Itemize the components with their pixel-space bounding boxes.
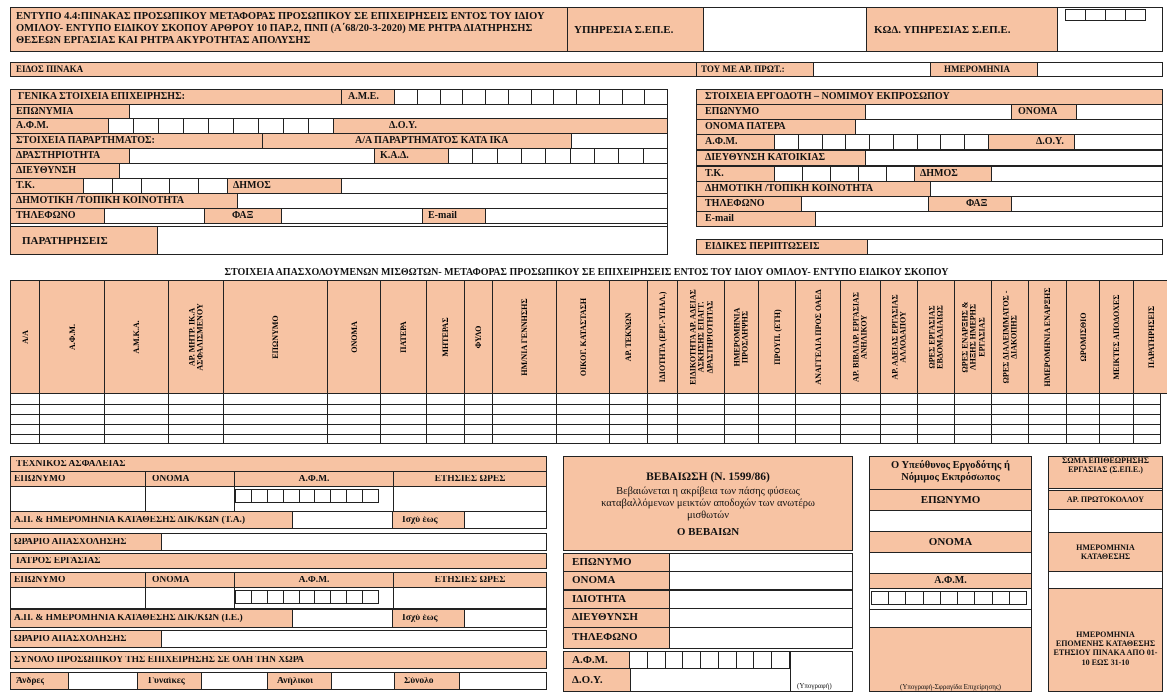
column-header-label: ΗΜΕΡΟΜΗΝΙΑ ΠΡΟΣΛΗΨΗΣ — [732, 307, 750, 367]
table-column-divider — [380, 394, 381, 443]
cert-phone-input[interactable] — [669, 627, 853, 649]
doctor-schedule-input[interactable] — [161, 630, 547, 648]
email-label: E-mail — [428, 211, 457, 221]
column-header — [991, 280, 1029, 394]
column-header-label: ΜΗΤΕΡΑΣ — [440, 317, 450, 357]
table-column-divider — [954, 394, 955, 443]
special-cases-label: ΕΙΔΙΚΕΣ ΠΕΡΙΠΤΩΣΕΙΣ — [705, 242, 820, 252]
employer-phone-label: ΤΗΛΕΦΩΝΟ — [705, 199, 765, 209]
column-header-label: Α.Φ.Μ. — [67, 324, 77, 350]
company-title: ΓΕΝΙΚΑ ΣΤΟΙΧΕΙΑ ΕΠΙΧΕΙΡΗΣΗΣ: — [18, 92, 185, 102]
column-header-label: Α.Μ.Κ.Α. — [131, 320, 141, 354]
column-header — [1028, 280, 1067, 394]
inspection-protocol-label: ΑΡ. ΠΡΩΤΟΚΟΛΛΟΥ — [1066, 496, 1145, 504]
employer-title: ΣΤΟΙΧΕΙΑ ΕΡΓΟΔΟΤΗ – ΝΟΜΙΜΟΥ ΕΚΠΡΟΣΩΠΟΥ — [705, 92, 950, 102]
column-header — [10, 280, 40, 394]
responsible-name-input[interactable] — [869, 552, 1032, 574]
employer-name-label: ΟΝΟΜΑ — [1018, 107, 1058, 117]
column-header-label: ΩΡΕΣ ΔΙΑΛΕΙΜΜΑΤΟΣ - ΔΙΑΚΟΠΗΣ — [1001, 290, 1019, 384]
column-header — [1066, 280, 1100, 394]
inspection-submission-input[interactable] — [1048, 571, 1163, 589]
employer-surname-label: ΕΠΩΝΥΜΟ — [705, 107, 760, 117]
address-label: ΔΙΕΥΘΥΝΣΗ — [16, 166, 76, 176]
date-label: ΗΜΕΡΟΜΗΝΙΑ — [944, 65, 1010, 74]
employer-email-input[interactable] — [815, 211, 1163, 227]
cert-surname-label: ΕΠΩΝΥΜΟ — [572, 557, 632, 568]
table-column-divider — [556, 394, 557, 443]
branch-no-input[interactable] — [571, 133, 668, 149]
men-label: Άνδρες — [16, 677, 45, 686]
table-column-divider — [327, 394, 328, 443]
total-label: Σύνολο — [404, 677, 434, 686]
table-column-divider — [39, 394, 40, 443]
doctor-name-input[interactable] — [145, 587, 235, 609]
father-name-label: ΟΝΟΜΑ ΠΑΤΕΡΑ — [705, 122, 786, 132]
column-header — [1099, 280, 1134, 394]
tech-name-input[interactable] — [145, 486, 235, 512]
doctor-afm-cells[interactable] — [236, 590, 379, 604]
table-column-divider — [464, 394, 465, 443]
column-header-label: ΩΡΟΜΙΣΘΙΟ — [1078, 312, 1088, 362]
column-header — [724, 280, 759, 394]
company-doy-label: Δ.Ο.Υ. — [389, 121, 417, 131]
column-header — [795, 280, 841, 394]
special-cases-input[interactable] — [867, 239, 1163, 255]
tech-surname-input[interactable] — [10, 486, 146, 512]
tech-schedule-label: ΩΡΑΡΙΟ ΑΠΑΣΧΟΛΗΣΗΣ — [14, 538, 127, 547]
date-input[interactable] — [1037, 62, 1163, 77]
total-staff-label: ΣΥΝΟΛΟ ΠΡΟΣΩΠΙΚΟΥ ΤΗΣ ΕΠΙΧΕΙΡΗΣΗΣ ΣΕ ΟΛΗ ΤΗΝ ΧΩΡΑ — [14, 656, 305, 665]
men-input[interactable] — [68, 672, 138, 690]
minors-input[interactable] — [331, 672, 395, 690]
community-label: ΔΗΜΟΤΙΚΗ /ΤΟΠΙΚΗ ΚΟΙΝΟΤΗΤΑ — [16, 196, 185, 206]
column-header — [677, 280, 725, 394]
sepe-service-label: ΥΠΗΡΕΣΙΑ Σ.ΕΠ.Ε. — [574, 25, 674, 36]
table-column-divider — [104, 394, 105, 443]
ame-label: Α.Μ.Ε. — [348, 92, 379, 102]
employees-table-header — [10, 280, 1161, 394]
column-header-label: ΗΜΕΡΟΜΗΝΙΑ ΕΝΑΡΞΗΣ — [1042, 287, 1052, 387]
employer-phone-input[interactable] — [801, 196, 929, 212]
table-column-divider — [758, 394, 759, 443]
sepe-code-cells[interactable] — [1066, 9, 1146, 21]
tech-surname-label: ΕΠΩΝΥΜΟ — [14, 475, 66, 484]
column-header-label: ΩΡΕΣ ΕΝΑΡΞΗΣ & ΛΗΞΗΣ ΗΜΕΡΗΣ ΕΡΓΑΣΙΑΣ — [959, 301, 986, 373]
employer-email-label: E-mail — [705, 214, 734, 224]
tech-afm-label: Α.Φ.Μ. — [298, 475, 330, 484]
column-header — [880, 280, 918, 394]
tk-cells[interactable] — [84, 178, 228, 194]
column-header — [647, 280, 678, 394]
table-row-divider — [11, 404, 1160, 405]
column-header — [492, 280, 557, 394]
table-column-divider — [840, 394, 841, 443]
sepe-code-label: ΚΩΔ. ΥΠΗΡΕΣΙΑΣ Σ.ΕΠ.Ε. — [874, 25, 1011, 36]
form-title: ΕΝΤΥΠΟ 4.4:ΠΙΝΑΚΑΣ ΠΡΟΣΩΠΙΚΟΥ ΜΕΤΑΦΟΡΑΣ ΠΡΟΣΩΠΙΚΟΥ ΣΕ ΕΠΙΧΕΙΡΗΣΕΙΣ ΕΝΤΟΣ ΤΟΥ ΙΔΙΟΥ ΟΜΙΛΟΥ- ΕΝΤΥΠΟ ΕΙΔΙΚΟΥ ΣΚΟΠΟΥ ΑΡΘΡΟΥ 10 ΠΑΡ.2, ΠΝΠ (Α΄68/20-3-2020) ΜΕ ΡΗΤΡΑ ΔΙΑΤΗΡΗΣΗΣ ΘΕΣΕΩΝ ΕΡΓΑΣΙΑΣ ΚΑΙ ΡΗΤΡΑ ΑΚΥΡΟΤΗΤΑΣ ΑΠΟΛΥΣΗΣ — [16, 11, 545, 47]
women-label: Γυναίκες — [148, 677, 185, 686]
tech-valid-input[interactable] — [464, 511, 547, 529]
column-header — [104, 280, 169, 394]
employer-surname-input[interactable] — [865, 104, 1012, 120]
doctor-surname-label: ΕΠΩΝΥΜΟ — [14, 576, 66, 585]
certifier-label: Ο ΒΕΒΑΙΩΝ — [676, 527, 740, 538]
employer-municipality-label: ΔΗΜΟΣ — [920, 169, 958, 179]
company-afm-label: Α.Φ.Μ. — [16, 121, 49, 131]
responsible-spacer[interactable] — [869, 609, 1032, 628]
minors-label: Ανήλικοι — [277, 677, 314, 686]
table-column-divider — [724, 394, 725, 443]
column-header-label: ΑΡ. ΤΕΚΝΩΝ — [623, 312, 633, 362]
municipality-label: ΔΗΜΟΣ — [233, 181, 271, 191]
doctor-schedule-label: ΩΡΑΡΙΟ ΑΠΑΣΧΟΛΗΣΗΣ — [14, 635, 127, 644]
cert-address-input[interactable] — [669, 608, 853, 628]
column-header-label: ΠΡΟΥΠ. (ΕΤΗ) — [772, 309, 782, 365]
table-column-divider — [426, 394, 427, 443]
table-column-divider — [1133, 394, 1134, 443]
column-header-label: Α/Α — [20, 330, 30, 344]
residence-label: ΔΙΕΥΘΥΝΣΗ ΚΑΤΟΙΚΙΑΣ — [705, 153, 826, 163]
column-header-label: ΟΙΚΟΓ. ΚΑΤΑΣΤΑΣΗ — [578, 297, 588, 377]
activity-input[interactable] — [129, 148, 375, 164]
municipality-input[interactable] — [341, 178, 668, 194]
tech-afm-cells[interactable] — [236, 489, 379, 503]
cert-doy-label: Δ.Ο.Υ. — [572, 675, 603, 686]
table-column-divider — [795, 394, 796, 443]
doctor-valid-input[interactable] — [464, 609, 547, 628]
doctor-hours-input[interactable] — [393, 587, 547, 609]
responsible-title: Ο Υπεύθυνος Εργοδότης ή Νόμιμος Εκπρόσωπος — [891, 460, 1010, 484]
table-column-divider — [223, 394, 224, 443]
doctor-afm-label: Α.Φ.Μ. — [298, 576, 330, 585]
company-afm-cells[interactable] — [109, 118, 334, 134]
column-header — [1133, 280, 1167, 394]
table-column-divider — [991, 394, 992, 443]
doctor-name-label: ΟΝΟΜΑ — [152, 576, 190, 585]
responsible-signature-area[interactable] — [869, 627, 1032, 692]
tech-title: ΤΕΧΝΙΚΟΣ ΑΣΦΑΛΕΙΑΣ — [16, 460, 126, 469]
cert-phone-label: ΤΗΛΕΦΩΝΟ — [572, 632, 638, 643]
column-header-label: ΑΡ. ΑΔΕΙΑΣ ΕΡΓΑΣΙΑΣ ΑΛΛΟΔΑΠΟΥ — [890, 294, 908, 380]
table-column-divider — [1028, 394, 1029, 443]
table-column-divider — [880, 394, 881, 443]
table-type-box — [10, 62, 697, 77]
employer-doy-label: Δ.Ο.Υ. — [1036, 137, 1064, 147]
column-header-label: ΠΑΡΑΤΗΡΗΣΕΙΣ — [1146, 305, 1156, 369]
column-header-label: ΩΡΕΣ ΕΡΓΑΣΙΑΣ ΕΒΔΟΜΑΔΙΑΙΩΣ — [927, 305, 945, 369]
tech-schedule-input[interactable] — [161, 533, 547, 551]
cert-name-label: ΟΝΟΜΑ — [572, 575, 616, 586]
eponymia-label: ΕΠΩΝΥΜΙΑ — [16, 107, 74, 117]
column-header — [426, 280, 465, 394]
sepe-service-input[interactable] — [703, 7, 867, 52]
cert-signature-label: (Υπογραφή) — [797, 683, 832, 690]
cert-capacity-input[interactable] — [669, 590, 853, 609]
inspection-next-label: ΗΜΕΡΟΜΗΝΙΑ ΕΠΟΜΕΝΗΣ ΚΑΤΑΘΕΣΗΣ ΕΤΗΣΙΟΥ ΠΙΝΑΚΑ ΑΠΟ 01-10 ΕΩΣ 31-10 — [1053, 630, 1158, 667]
doctor-hours-label: ΕΤΗΣΙΕΣ ΩΡΕΣ — [434, 576, 506, 585]
responsible-surname-input[interactable] — [869, 510, 1032, 532]
table-column-divider — [917, 394, 918, 443]
cert-doy-input[interactable] — [630, 668, 791, 692]
responsible-afm-label: Α.Φ.Μ. — [934, 576, 967, 586]
cert-name-input[interactable] — [669, 571, 853, 590]
ame-cells[interactable] — [395, 89, 668, 105]
column-header — [556, 280, 610, 394]
tech-name-label: ΟΝΟΜΑ — [152, 475, 190, 484]
eponymia-input[interactable] — [129, 104, 668, 119]
kad-cells[interactable] — [449, 148, 668, 164]
table-column-divider — [1066, 394, 1067, 443]
inspection-title: ΣΩΜΑ ΕΠΙΘΕΩΡΗΣΗΣ ΕΡΓΑΣΙΑΣ (Σ.ΕΠ.Ε.) — [1062, 456, 1149, 475]
employer-fax-label: ΦΑΞ — [966, 199, 988, 209]
total-input[interactable] — [459, 672, 547, 690]
tech-hours-input[interactable] — [393, 486, 547, 512]
responsible-signature-label: (Υπογραφή-Σφραγίδα Επιχείρησης) — [900, 684, 1001, 691]
fax-label: ΦΑΞ — [232, 211, 254, 221]
remarks-label: ΠΑΡΑΤΗΡΗΣΕΙΣ — [22, 236, 108, 247]
residence-input[interactable] — [865, 150, 1163, 166]
activity-label: ΔΡΑΣΤΗΡΙΟΤΗΤΑ — [16, 151, 101, 161]
employer-fax-input[interactable] — [1011, 196, 1163, 212]
column-header-label: ΦΥΛΟ — [473, 325, 483, 349]
employer-afm-cells[interactable] — [775, 134, 989, 150]
phone-input[interactable] — [104, 208, 205, 224]
table-column-divider — [609, 394, 610, 443]
employer-name-input[interactable] — [1076, 104, 1163, 120]
column-header — [758, 280, 796, 394]
branch-label: ΣΤΟΙΧΕΙΑ ΠΑΡΑΡΤΗΜΑΤΟΣ: — [16, 136, 155, 146]
employer-municipality-input[interactable] — [991, 166, 1163, 182]
column-header — [954, 280, 992, 394]
protocol-input[interactable] — [813, 62, 931, 77]
column-header-label: ΑΡ. ΜΗΤΡ. ΙΚ.Α ΑΣΦΑΛΙΣΜΕΝΟΥ — [187, 303, 205, 371]
employer-community-input[interactable] — [930, 181, 1163, 197]
column-header-label: ΕΙΔΙΚΟΤΗΤΑ ΑΡ. ΑΔΕΙΑΣ ΑΣΚΗΣΗΣ ΕΠΑΓΓ. ΔΡΑΣΤΗΡΙΟΤΗΤΑΣ — [687, 289, 714, 385]
ap-ta-input[interactable] — [292, 511, 393, 529]
table-column-divider — [168, 394, 169, 443]
column-header-label: ΕΠΩΝΥΜΟ — [270, 315, 280, 359]
address-input[interactable] — [119, 163, 668, 179]
tk-label: Τ.Κ. — [16, 181, 35, 191]
column-header — [609, 280, 648, 394]
column-header — [327, 280, 381, 394]
phone-label: ΤΗΛΕΦΩΝΟ — [16, 211, 76, 221]
employer-doy-input[interactable] — [1074, 134, 1163, 150]
column-header — [464, 280, 493, 394]
column-header-label: ΑΝΑΓΓΕΛΙΑ ΠΡΟΣ ΟΑΕΔ — [813, 289, 823, 385]
employer-tk-cells[interactable] — [775, 166, 915, 182]
table-column-divider — [647, 394, 648, 443]
remarks-input[interactable] — [157, 226, 668, 255]
table-column-divider — [677, 394, 678, 443]
column-header — [380, 280, 427, 394]
responsible-name-label: ΟΝΟΜΑ — [928, 537, 973, 548]
ap-ie-input[interactable] — [292, 609, 393, 628]
table-row-divider — [11, 414, 1160, 415]
email-input[interactable] — [485, 208, 668, 224]
employer-community-label: ΔΗΜΟΤΙΚΗ /ΤΟΠΙΚΗ ΚΟΙΝΟΤΗΤΑ — [705, 184, 874, 194]
tech-hours-label: ΕΤΗΣΙΕΣ ΩΡΕΣ — [434, 475, 506, 484]
inspection-protocol-input[interactable] — [1048, 509, 1163, 533]
responsible-afm-cells[interactable] — [872, 591, 1027, 605]
inspection-submission-label: ΗΜΕΡΟΜΗΝΙΑ ΚΑΤΑΘΕΣΗΣ — [1076, 543, 1135, 562]
community-input[interactable] — [237, 193, 668, 209]
doctor-valid-label: Ισχύ έως — [402, 614, 438, 623]
fax-input[interactable] — [281, 208, 423, 224]
column-header — [39, 280, 105, 394]
employer-tk-label: Τ.Κ. — [705, 169, 724, 179]
column-header-label: ΟΝΟΜΑ — [349, 321, 359, 353]
certification-title: ΒΕΒΑΙΩΣΗ (Ν. 1599/86) — [646, 472, 770, 483]
responsible-surname-label: ΕΠΩΝΥΜΟ — [920, 495, 981, 506]
cert-afm-label: Α.Φ.Μ. — [572, 655, 608, 666]
cert-surname-input[interactable] — [669, 553, 853, 572]
column-header-label: ΜΕΙΚΤΕΣ ΑΠΟΔΟΧΕΣ — [1111, 294, 1121, 380]
column-header — [917, 280, 955, 394]
father-name-input[interactable] — [855, 119, 1163, 135]
cert-capacity-label: ΙΔΙΟΤΗΤΑ — [572, 594, 627, 605]
table-type-label: ΕΙΔΟΣ ΠΙΝΑΚΑ — [16, 65, 84, 74]
women-input[interactable] — [201, 672, 268, 690]
doctor-surname-input[interactable] — [10, 587, 146, 609]
column-header — [168, 280, 224, 394]
table-column-divider — [492, 394, 493, 443]
ap-ta-label: Α.Π. & ΗΜΕΡΟΜΗΝΙΑ ΚΑΤΑΘΕΣΗΣ ΔΙΚ/ΚΩΝ (Τ.Α.) — [14, 516, 246, 525]
tech-valid-label: Ισχύ έως — [402, 516, 438, 525]
company-doy-box — [333, 118, 668, 134]
cert-address-label: ΔΙΕΥΘΥΝΣΗ — [572, 612, 638, 623]
employees-table-body[interactable] — [10, 393, 1161, 444]
cert-afm-cells[interactable] — [630, 651, 790, 669]
column-header-label: ΗΜ/ΝΙΑ ΓΕΝΝΗΣΗΣ — [519, 298, 529, 376]
table-row-divider — [11, 424, 1160, 425]
doctor-title: ΙΑΤΡΟΣ ΕΡΓΑΣΙΑΣ — [16, 557, 101, 566]
table-row-divider — [11, 434, 1160, 435]
protocol-label: ΤΟΥ ΜΕ ΑΡ. ΠΡΩΤ.: — [701, 65, 785, 74]
table-column-divider — [1099, 394, 1100, 443]
kad-label: Κ.Α.Δ. — [380, 151, 409, 161]
employer-afm-label: Α.Φ.Μ. — [705, 137, 738, 147]
ap-ie-label: Α.Π. & ΗΜΕΡΟΜΗΝΙΑ ΚΑΤΑΘΕΣΗΣ ΔΙΚ/ΚΩΝ (Ι.Ε.) — [14, 614, 243, 623]
certification-text: Βεβαιώνεται η ακρίβεια των πάσης φύσεως καταβαλλόμενων μεικτών αποδοχών των ανωτέρω μισθωτών — [601, 486, 815, 522]
column-header-label: ΙΔΙΟΤΗΤΑ (ΕΡΓ.-ΥΠΑΛ.) — [657, 291, 667, 383]
column-header — [223, 280, 328, 394]
employees-title: ΣΤΟΙΧΕΙΑ ΑΠΑΣΧΟΛΟΥΜΕΝΩΝ ΜΙΣΘΩΤΩΝ- ΜΕΤΑΦΟΡΑΣ ΠΡΟΣΩΠΙΚΟΥ ΣΕ ΕΠΙΧΕΙΡΗΣΕΙΣ ΕΝΤΟΣ ΤΟΥ ΙΔΙΟΥ ΟΜΙΛΟΥ- ΕΝΤΥΠΟ ΕΙΔΙΚΟΥ ΣΚΟΠΟΥ — [224, 268, 949, 278]
column-header-label: ΑΡ. ΒΙΒΛΙΑΡ. ΕΡΓΑΣΙΑΣ ΑΝΗΛΙΚΟΥ — [851, 292, 869, 382]
branch-no-label: Α/Α ΠΑΡΑΡΤΗΜΑΤΟΣ ΚΑΤΑ ΙΚΑ — [355, 136, 509, 146]
column-header — [840, 280, 881, 394]
column-header-label: ΠΑΤΕΡΑ — [398, 321, 408, 353]
